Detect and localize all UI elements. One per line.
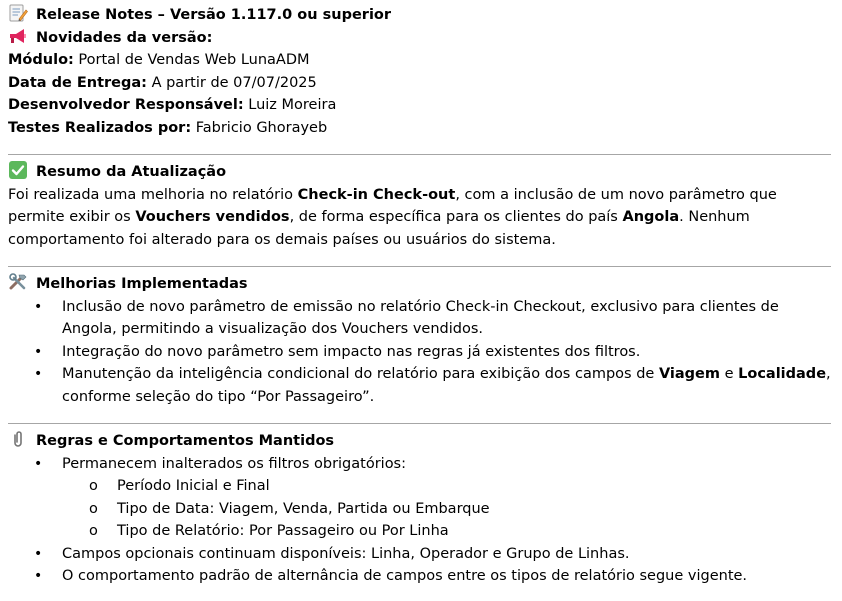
list-item-text: Inclusão de novo parâmetro de emissão no relatório Check-in Checkout, exclusivo para clientes de Angola, permitindo a visualização dos Vouchers vendidos. (62, 298, 779, 337)
summary-paragraph (8, 184, 834, 252)
tests-value: Fabricio Ghorayeb (191, 119, 328, 136)
rules-heading: Regras e Comportamentos Mantidos (36, 433, 335, 449)
developer-value: Luiz Moreira (243, 97, 337, 113)
bullet: • (34, 545, 43, 562)
summary-heading: Resumo da Atualização (36, 164, 227, 180)
news-heading: Novidades da versão: (36, 29, 213, 46)
paperclip-icon (8, 430, 28, 448)
delivery-line (8, 72, 834, 95)
summary-country: Angola (622, 209, 680, 225)
list-item (8, 565, 834, 588)
developer-label: Desenvolvedor Responsável: (8, 97, 244, 113)
module-line (8, 49, 834, 72)
list-item (8, 341, 834, 364)
check-mark-button-icon (8, 161, 28, 179)
list-item-text: Permanecem inalterados os filtros obrigatórios: (62, 455, 406, 472)
field-viagem: Viagem (658, 366, 720, 382)
module-label: Módulo: (8, 52, 74, 68)
bullet: • (34, 366, 43, 382)
bullet: • (34, 455, 43, 472)
tests-line (8, 117, 834, 140)
sub-list-item (8, 475, 834, 498)
developer-line (8, 94, 834, 117)
sub-bullet: o (89, 523, 98, 539)
summary-report-name: Check-in Check-out (297, 186, 456, 203)
rules-heading-line (8, 430, 834, 453)
memo-icon (8, 4, 28, 22)
sub-list-item (8, 498, 834, 521)
release-notes-document (8, 4, 834, 588)
list-item-text: Manutenção da inteligência condicional do relatório para exibição dos campos de (62, 366, 659, 382)
delivery-label: Data de Entrega: (8, 74, 147, 91)
summary-text-2: , com a inclusão de um novo parâmetro que permite exibir os (8, 186, 777, 225)
summary-heading-line (8, 161, 834, 184)
list-item-text: O comportamento padrão de alternância de campos entre os tipos de relatório segue vigente. (62, 568, 748, 584)
sub-list-item-text: Período Inicial e Final (117, 478, 270, 494)
bullet: • (34, 343, 43, 360)
megaphone-icon (8, 27, 28, 45)
list-item (8, 296, 834, 341)
tools-icon (8, 273, 28, 291)
field-localidade: Localidade (738, 366, 827, 382)
list-item (8, 453, 834, 543)
list-item-text: e (719, 366, 739, 382)
delivery-value: A partir de 07/07/2025 (146, 74, 317, 91)
bullet: • (34, 298, 43, 315)
rules-list (8, 453, 834, 588)
list-item-text: , conforme seleção do tipo “Por Passageiro”. (62, 366, 831, 405)
summary-text-3: , de forma específica para os clientes do país (289, 209, 623, 225)
sub-bullet: o (89, 500, 98, 517)
sub-bullet: o (89, 478, 98, 494)
sub-list-item-text: Tipo de Relatório: Por Passageiro ou Por Linha (117, 523, 449, 539)
page-title: Release Notes – Versão 1.117.0 ou superior (36, 7, 392, 23)
summary-text-4: . Nenhum comportamento foi alterado para os demais países ou usuários do sistema. (8, 209, 750, 248)
bullet: • (34, 568, 43, 584)
improvements-list (8, 296, 834, 409)
list-item (8, 363, 834, 408)
sub-list (8, 475, 834, 543)
tests-label: Testes Realizados por: (8, 119, 192, 136)
list-item-text: Integração do novo parâmetro sem impacto nas regras já existentes dos filtros. (62, 343, 641, 360)
summary-text-1: Foi realizada uma melhoria no relatório (8, 186, 298, 203)
list-item-text: Campos opcionais continuam disponíveis: Linha, Operador e Grupo de Linhas. (62, 545, 630, 562)
improvements-heading: Melhorias Implementadas (36, 276, 248, 292)
summary-vouchers: Vouchers vendidos (135, 209, 290, 225)
news-line (8, 27, 834, 50)
title-line (8, 4, 834, 27)
list-item (8, 543, 834, 566)
module-value: Portal de Vendas Web LunaADM (73, 52, 310, 68)
improvements-heading-line (8, 273, 834, 296)
sub-list-item-text: Tipo de Data: Viagem, Venda, Partida ou Embarque (117, 500, 490, 517)
sub-list-item (8, 520, 834, 543)
